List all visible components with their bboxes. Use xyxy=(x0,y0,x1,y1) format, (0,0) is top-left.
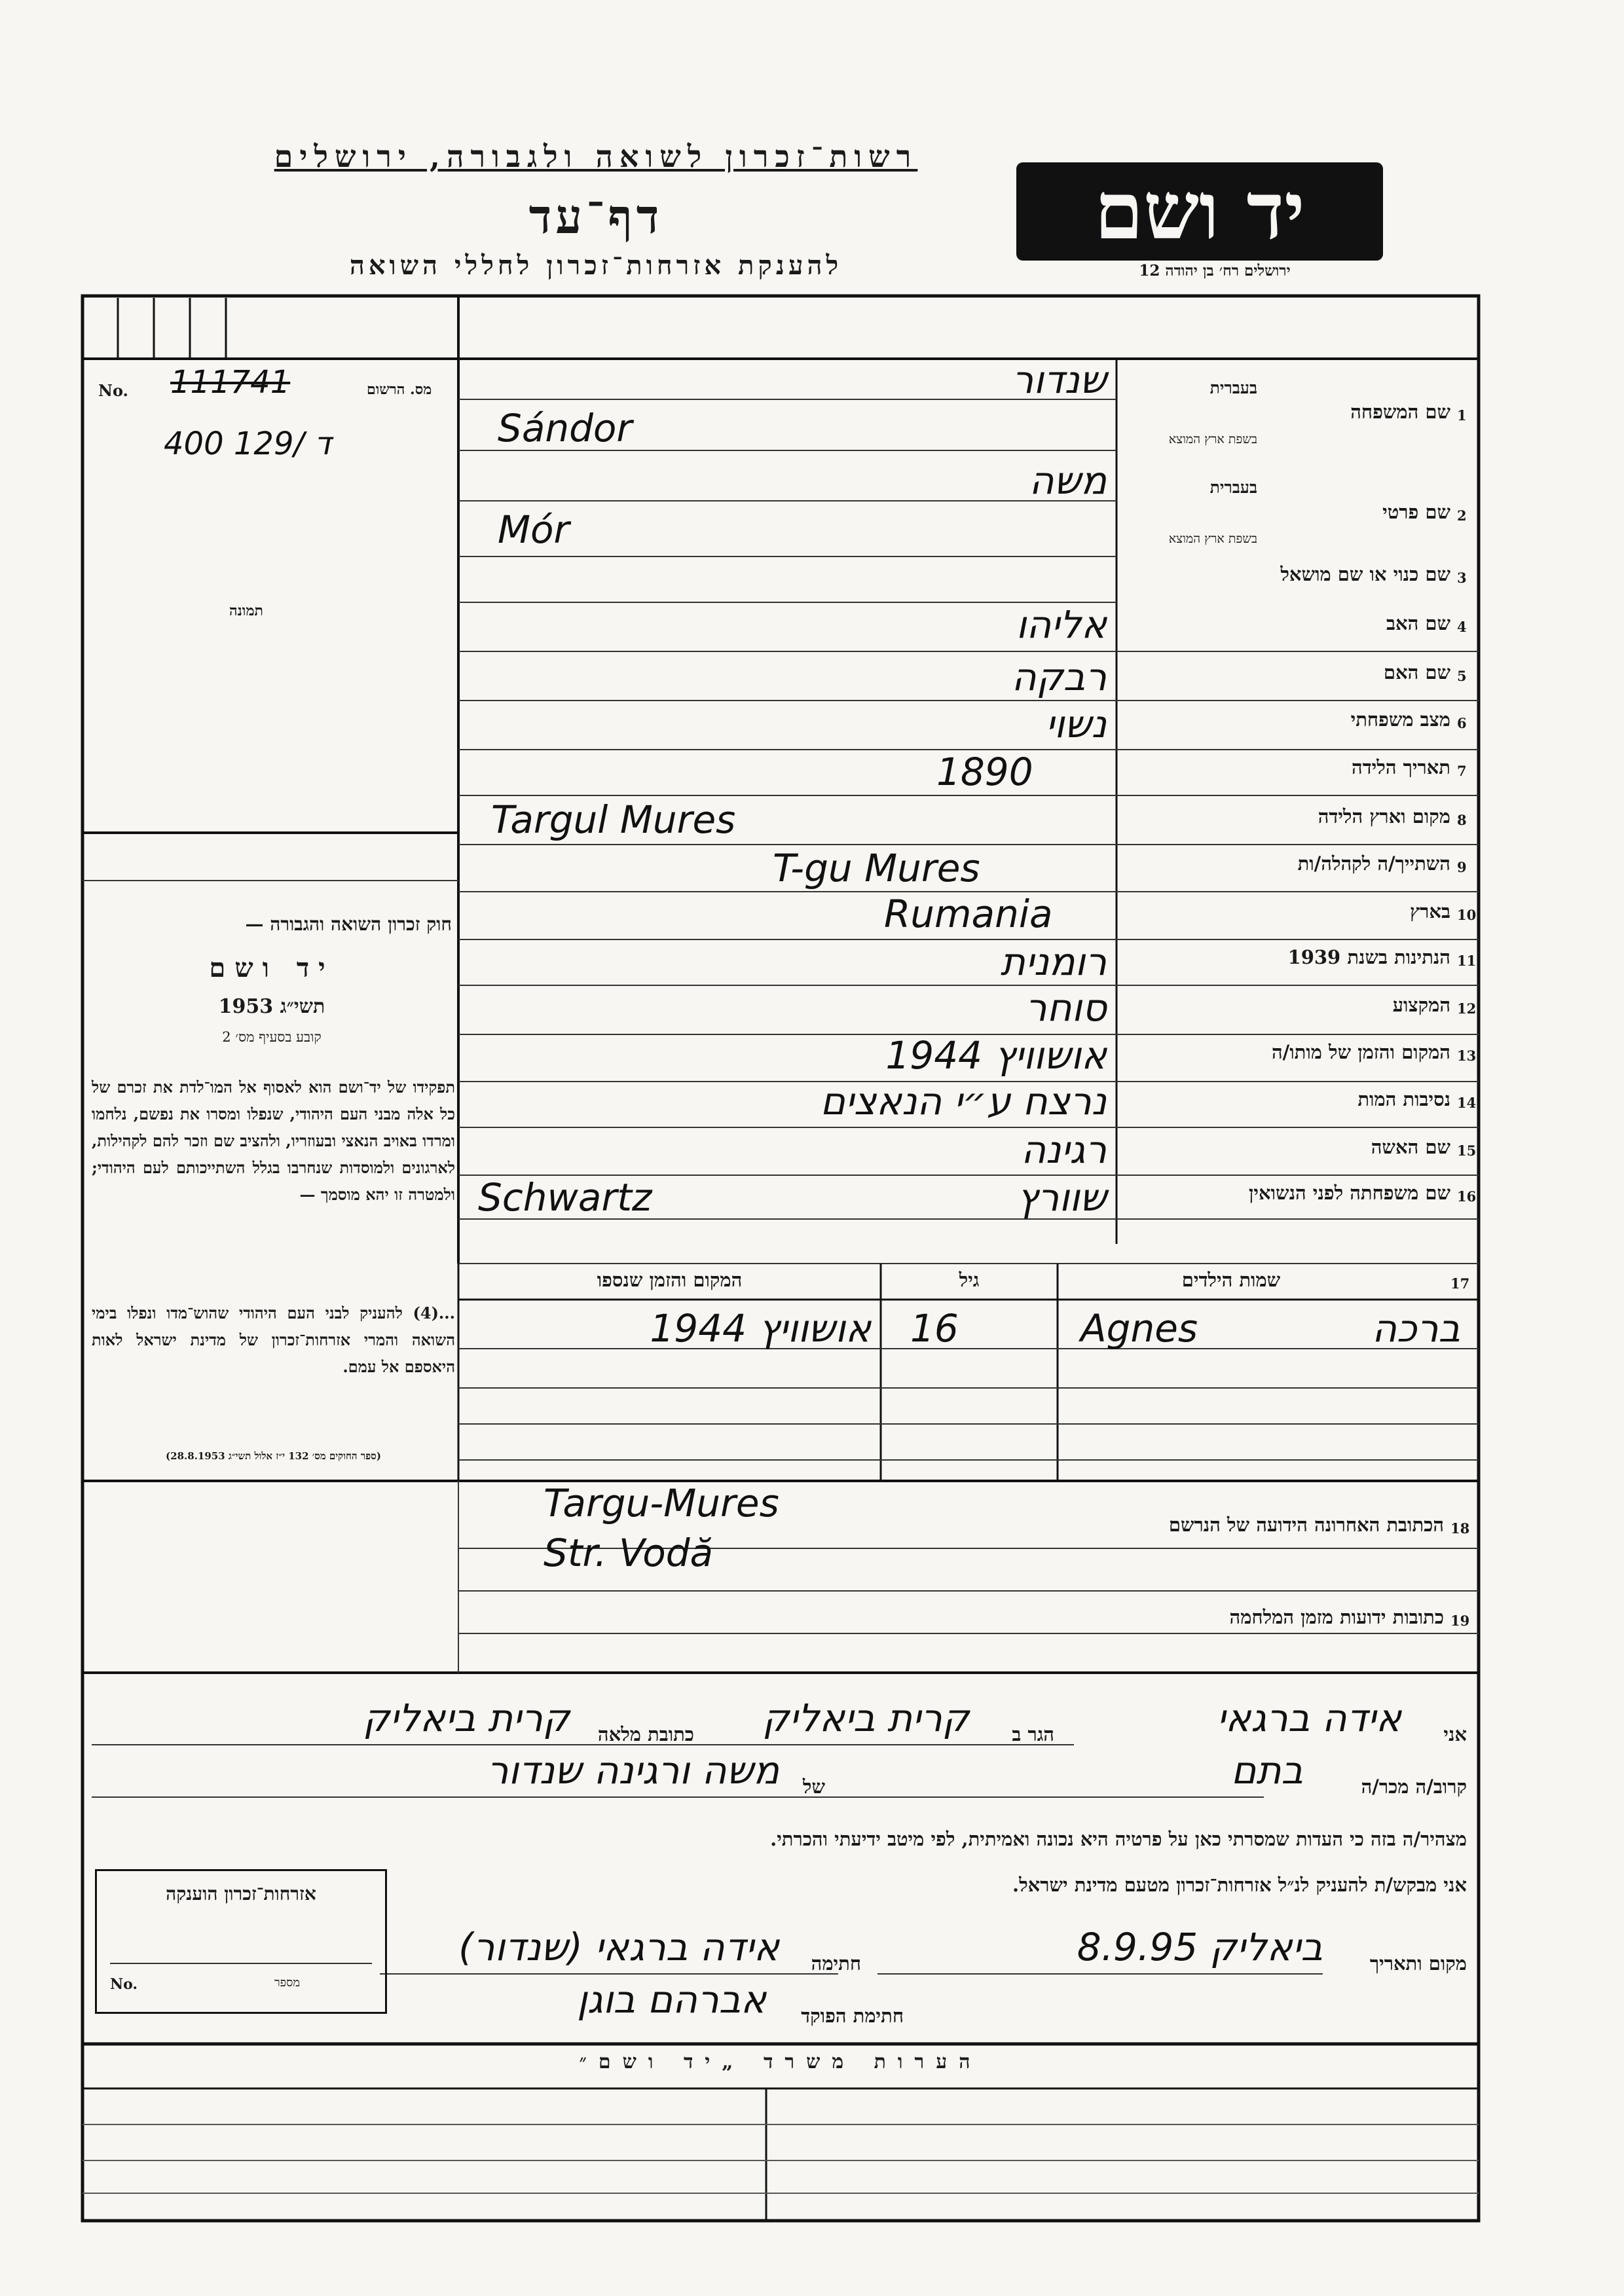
field-6-label: מצב משפחתי xyxy=(1350,708,1450,731)
stamp-line xyxy=(110,1963,372,1964)
field-14-number: 14 xyxy=(1457,1095,1477,1111)
field-18-number: 18 xyxy=(1450,1520,1470,1537)
field-18-value-line2[interactable]: Str. Vodă xyxy=(544,1531,714,1575)
field-16-label: שם משפחתה לפני הנשואין xyxy=(1249,1182,1450,1204)
declaration-live-value[interactable]: קרית ביאליק xyxy=(762,1696,969,1740)
field-6-value[interactable]: נשוי xyxy=(1045,702,1107,746)
field-7-number: 7 xyxy=(1457,763,1467,779)
field-12-number: 12 xyxy=(1457,1000,1477,1017)
field-2-value-origin[interactable]: Mór xyxy=(498,507,570,552)
law-paragraph-1: תפקידו של יד־ושם הוא לאסוף אל המו־לדת את זכרם של כל אלה מבני העם היהודי, שנפלו ומסרו את נפשם, נלחמו ומרדו באויב הנאצי ובעוזריו, ולהציב שם וזכר להם לקהילות, לארגונים ולמוסדות שנחרבו בגלל השתייכותם לעם היהודי; ולמטרה זו יהא מוסמך — xyxy=(92,1078,455,1204)
authority-heading: רשות־זכרון לשואה ולגבורה, ירושלים xyxy=(274,139,918,174)
yad-vashem-logo: יד ושם xyxy=(1016,162,1383,261)
field-4-value[interactable]: אליהו xyxy=(1016,602,1107,647)
field-15-label: שם האשה xyxy=(1371,1136,1450,1158)
field-14-value[interactable]: נרצח ע״י הנאצים xyxy=(820,1079,1107,1123)
stamp-title: אזרחות־זכרון הוענקה xyxy=(166,1883,316,1904)
field-1-number: 1 xyxy=(1457,407,1467,424)
field-15-number: 15 xyxy=(1457,1142,1477,1159)
field-16-number: 16 xyxy=(1457,1188,1477,1205)
field-3-number: 3 xyxy=(1457,570,1467,586)
children-col-names: שמות הילדים xyxy=(1181,1269,1281,1291)
field-2-label: שם פרטי xyxy=(1382,501,1450,523)
stamp-number-label: מספר xyxy=(274,1976,300,1990)
field-3-label: שם כנוי או שם מושאל xyxy=(1280,563,1450,585)
field-18-value-line1[interactable]: Targu-Mures xyxy=(544,1481,779,1525)
field-8-value[interactable]: Targul Mures xyxy=(491,797,736,842)
child-1-name-origin[interactable]: Agnes xyxy=(1080,1306,1198,1351)
field-18-label: הכתובת האחרונה הידועה של הנרשם xyxy=(1168,1514,1444,1536)
declaration-full-address-label: כתובת מלאה xyxy=(597,1723,694,1745)
field-10-value[interactable]: Rumania xyxy=(884,892,1053,936)
field-2-number: 2 xyxy=(1457,507,1467,524)
photo-label: תמונה xyxy=(229,602,263,619)
registration-no-value: 111741 xyxy=(170,364,291,401)
registration-label: מס. הרשום xyxy=(367,381,432,398)
declaration-full-address-value[interactable]: קרית ביאליק xyxy=(363,1696,570,1740)
field-15-value[interactable]: רגינה xyxy=(1021,1127,1107,1172)
declaration-i-label: אני xyxy=(1443,1723,1467,1745)
declaration-relative-label: קרוב/ה מכר/ה xyxy=(1361,1776,1467,1798)
registration-no-label: No. xyxy=(98,381,128,400)
law-section: קובע בסעיף מס׳ 2 xyxy=(222,1029,322,1045)
children-col-place: המקום והזמן שנספו xyxy=(597,1269,743,1291)
declaration-i-value[interactable]: אידה ברגאי xyxy=(1217,1696,1401,1740)
field-10-number: 10 xyxy=(1457,907,1477,923)
field-8-label: מקום וארץ הלידה xyxy=(1318,805,1450,828)
officer-signature-value[interactable]: אברהם בוגן xyxy=(577,1977,766,2022)
law-paragraph-2: ...(4) להעניק לבני העם היהודי שהוש־מדו ונפלו בימי השואה והמרי אזרחות־זכרון של מדינת ישראל לאות היאספם אל עמם. xyxy=(92,1303,455,1376)
declaration-of-label: של xyxy=(802,1776,825,1798)
field-1-label: שם המשפחה xyxy=(1350,401,1450,423)
field-9-value[interactable]: T-gu Mures xyxy=(773,846,980,890)
field-9-number: 9 xyxy=(1457,859,1467,875)
logo-address: ירושלים רח׳ בן יהודה 12 xyxy=(1139,262,1291,280)
field-10-label: בארץ xyxy=(1410,900,1450,922)
stamp-no-label: No. xyxy=(110,1976,138,1993)
citizenship-stamp-box xyxy=(95,1869,387,2014)
field-13-label: המקום והזמן של מותו/ה xyxy=(1271,1041,1450,1063)
field-2-sub-origin: בשפת ארץ המוצא xyxy=(1168,532,1257,546)
field-19-number: 19 xyxy=(1450,1613,1470,1629)
field-1-value-origin[interactable]: Sándor xyxy=(498,406,633,450)
field-1-value-hebrew[interactable]: שנדור xyxy=(1012,357,1107,402)
field-17-number: 17 xyxy=(1450,1275,1470,1292)
field-5-value[interactable]: רבקה xyxy=(1011,655,1107,699)
field-1-sub-origin: בשפת ארץ המוצא xyxy=(1168,432,1257,446)
field-7-label: תאריך הלידה xyxy=(1352,756,1450,778)
field-12-label: המקצוע xyxy=(1392,994,1450,1016)
declaration-statement-2: אני מבקש/ת להעניק לנ״ל אזרחות־זכרון מטעם מדינת ישראל. xyxy=(1012,1874,1467,1896)
field-11-number: 11 xyxy=(1457,953,1477,969)
declaration-relative-value[interactable]: בתם xyxy=(1230,1748,1303,1793)
field-13-number: 13 xyxy=(1457,1048,1477,1064)
field-14-label: נסיבות המות xyxy=(1357,1088,1450,1110)
signature-label: חתימה xyxy=(811,1952,861,1975)
child-1-place[interactable]: אושוויץ 1944 xyxy=(650,1306,871,1351)
children-col-age: גיל xyxy=(959,1269,980,1291)
field-16-value[interactable]: שוורץ xyxy=(1017,1175,1107,1220)
field-11-label: הנתינות בשנת 1939 xyxy=(1287,946,1450,968)
field-5-label: שם האם xyxy=(1383,661,1450,683)
child-1-age[interactable]: 16 xyxy=(910,1306,959,1351)
signature-value[interactable]: אידה ברגאי (שנדור) xyxy=(458,1925,779,1969)
form-subtitle: להענקת אזרחות־זכרון לחללי השואה xyxy=(349,250,843,281)
declaration-live-label: הגר ב xyxy=(1012,1723,1054,1745)
field-11-value[interactable]: רומנית xyxy=(1000,939,1107,984)
side-note: 400 129/ ד xyxy=(164,426,332,462)
law-title: חוק זכרון השואה והגבורה — xyxy=(245,913,452,935)
field-5-number: 5 xyxy=(1457,668,1467,684)
field-2-sub-hebrew: בעברית xyxy=(1209,478,1257,497)
law-source: (ספר החוקים מס׳ 132 י״ז אלול תשי״ג 28.8.1953) xyxy=(166,1450,381,1462)
field-8-number: 8 xyxy=(1457,812,1467,828)
field-7-value[interactable]: 1890 xyxy=(936,750,1033,794)
field-1-sub-hebrew: בעברית xyxy=(1209,378,1257,397)
form-title: דף־עד xyxy=(528,189,663,244)
law-year: תשי״ג 1953 xyxy=(218,995,325,1018)
field-4-number: 4 xyxy=(1457,619,1467,635)
field-16-value-origin[interactable]: Schwartz xyxy=(478,1175,652,1220)
field-6-number: 6 xyxy=(1457,715,1467,731)
law-org: יד ושם xyxy=(209,953,335,983)
field-2-value-hebrew[interactable]: משה xyxy=(1029,458,1107,503)
field-19-label: כתובות ידועות מזמן המלחמה xyxy=(1229,1606,1444,1628)
field-9-label: השתייך/ה לקהלה/ות xyxy=(1297,852,1450,875)
field-13-value[interactable]: אושוויץ 1944 xyxy=(885,1033,1107,1078)
field-12-value[interactable]: סוחר xyxy=(1025,985,1107,1030)
remarks-label: הערות משרד „יד ושם״ xyxy=(579,2050,982,2073)
child-1-name-hebrew[interactable]: ברכה xyxy=(1372,1306,1460,1351)
field-4-label: שם האב xyxy=(1386,612,1450,634)
place-date-value[interactable]: ביאליק 8.9.95 xyxy=(1077,1925,1323,1969)
declaration-statement-1: מצהיר/ה בזה כי העדות שמסרתי כאן על פרטיה היא נכונה ואמיתית, לפי מיטב ידיעתי והכרתי. xyxy=(770,1828,1467,1850)
place-date-label: מקום ותאריך xyxy=(1369,1952,1467,1975)
declaration-of-value[interactable]: משה ורגינה שנדור xyxy=(487,1748,779,1793)
officer-signature-label: חתימת הפוקד xyxy=(801,2005,904,2027)
